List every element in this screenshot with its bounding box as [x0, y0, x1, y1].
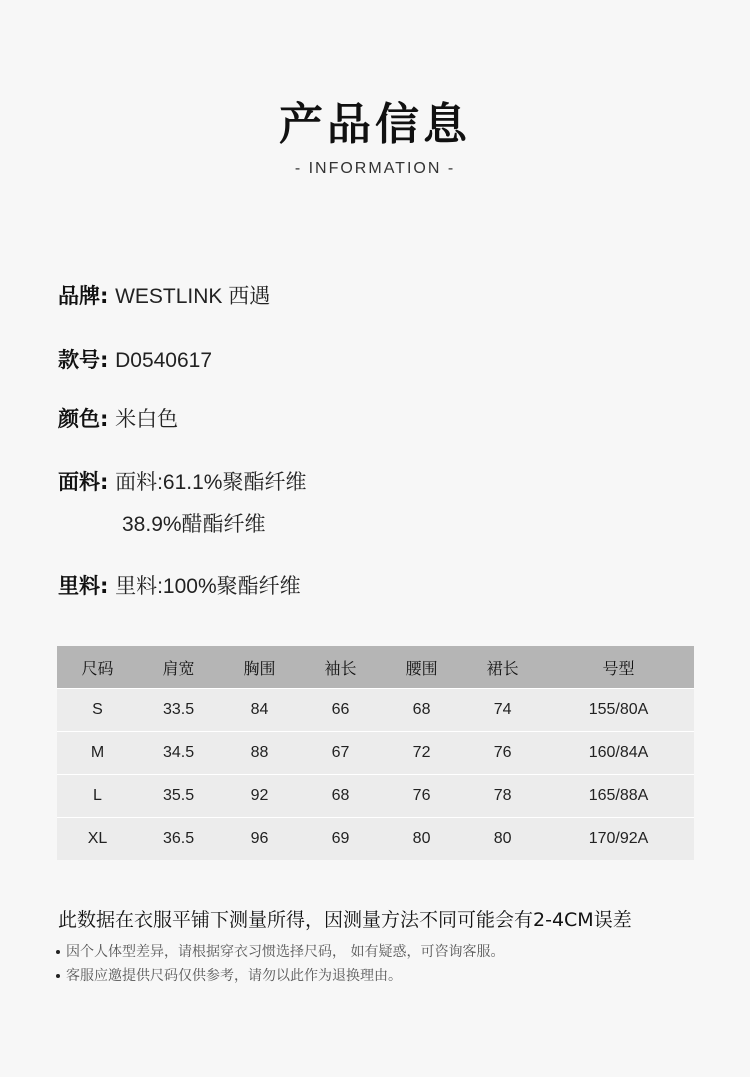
table-cell: S — [57, 689, 138, 732]
size-table-header-row — [57, 646, 694, 689]
measurement-note-title: 此数据在衣服平铺下测量所得，因测量方法不同可能会有2-4CM误差 — [58, 909, 632, 931]
color-row — [58, 403, 178, 433]
note-line-1-text: 因个人体型差异，请根据穿衣习惯选择尺码， 如有疑惑，可咨询客服。 — [66, 944, 505, 960]
table-cell: 69 — [300, 818, 381, 861]
color-label: 颜色: — [58, 407, 109, 431]
table-cell: L — [57, 775, 138, 818]
table-cell: 67 — [300, 732, 381, 775]
bullet-icon — [56, 950, 60, 954]
table-cell: 36.5 — [138, 818, 219, 861]
table-cell: 160/84A — [543, 732, 694, 775]
fabric-label: 面料: — [58, 470, 109, 494]
code-row — [58, 344, 212, 374]
table-cell: 92 — [219, 775, 300, 818]
table-cell: 84 — [219, 689, 300, 732]
table-cell: XL — [57, 818, 138, 861]
bullet-icon — [56, 974, 60, 978]
table-cell: 80 — [381, 818, 462, 861]
brand-row — [58, 280, 270, 310]
size-table — [57, 646, 694, 860]
header-cell-skirt-length: 裙长 — [462, 646, 543, 689]
page-title: 产品信息 — [279, 99, 471, 150]
table-row — [57, 818, 694, 861]
table-cell: 72 — [381, 732, 462, 775]
table-cell: 68 — [381, 689, 462, 732]
header-cell-size: 尺码 — [57, 646, 138, 689]
table-row — [57, 775, 694, 818]
fabric-value-2: 38.9%醋酯纤维 — [122, 513, 266, 536]
fabric-row — [58, 466, 306, 496]
header-cell-fit: 号型 — [543, 646, 694, 689]
header-cell-shoulder: 肩宽 — [138, 646, 219, 689]
table-cell: 96 — [219, 818, 300, 861]
table-cell: 68 — [300, 775, 381, 818]
header-cell-waist: 腰围 — [381, 646, 462, 689]
table-cell: 74 — [462, 689, 543, 732]
table-cell: 80 — [462, 818, 543, 861]
table-cell: 76 — [381, 775, 462, 818]
note-line-2-text: 客服应邀提供尺码仅供参考，请勿以此作为退换理由。 — [66, 968, 402, 984]
note-line-2 — [56, 965, 402, 985]
color-value: 米白色 — [115, 408, 179, 431]
lining-row — [58, 570, 301, 600]
table-cell: 35.5 — [138, 775, 219, 818]
note-line-1 — [56, 941, 504, 961]
page-subtitle: - INFORMATION - — [294, 160, 456, 177]
table-cell: 33.5 — [138, 689, 219, 732]
table-cell: 78 — [462, 775, 543, 818]
lining-label: 里料: — [58, 574, 109, 598]
header-cell-sleeve: 袖长 — [300, 646, 381, 689]
table-cell: 66 — [300, 689, 381, 732]
table-cell: M — [57, 732, 138, 775]
table-cell: 165/88A — [543, 775, 694, 818]
table-row — [57, 689, 694, 732]
table-cell: 155/80A — [543, 689, 694, 732]
brand-value: WESTLINK 西遇 — [115, 285, 271, 308]
header-cell-bust: 胸围 — [219, 646, 300, 689]
code-label: 款号: — [58, 348, 109, 372]
code-value: D0540617 — [115, 349, 213, 372]
table-row — [57, 732, 694, 775]
table-cell: 88 — [219, 732, 300, 775]
lining-value: 里料:100%聚酯纤维 — [115, 575, 301, 598]
table-cell: 76 — [462, 732, 543, 775]
fabric-value-1: 面料:61.1%聚酯纤维 — [115, 471, 307, 494]
brand-label: 品牌: — [58, 284, 109, 308]
table-cell: 34.5 — [138, 732, 219, 775]
table-cell: 170/92A — [543, 818, 694, 861]
